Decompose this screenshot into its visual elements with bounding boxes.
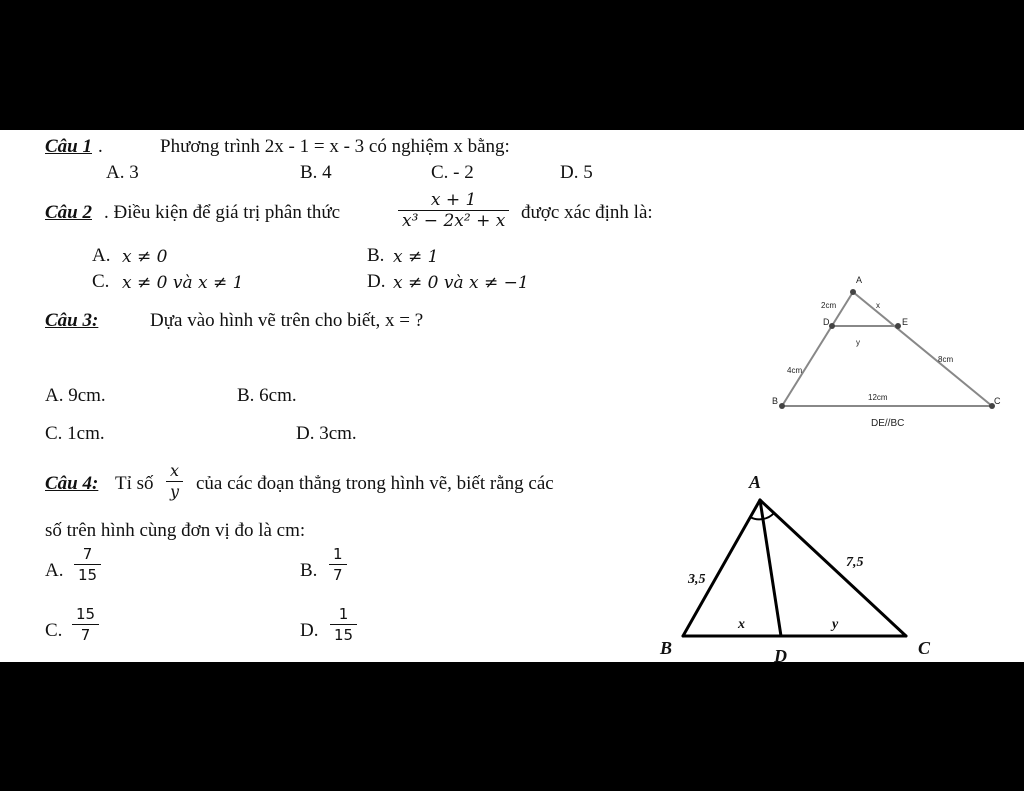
q4-label-x: x [738,617,745,632]
angle-arc-right [763,513,774,519]
q3-label-bc: 12cm [868,393,888,402]
vertex-d-dot [829,323,835,329]
q4-label-d: D [774,646,787,662]
q3-vertex-dots [779,289,995,409]
q4-option-b-fraction [329,544,347,585]
q4-option-d-fraction [330,604,357,645]
q4-option-c-letter: C. [45,620,63,641]
q1-text: Phương trình 2x - 1 = x - 3 có nghiệm x bằng: [160,136,510,157]
q3-option-c: C. 1cm. [45,423,105,444]
side-ac [853,292,992,406]
bisector-ad [760,500,781,636]
q2-option-a-letter: A. [92,245,111,266]
q2-option-c-letter: C. [92,271,110,292]
q3-label-ec: 8cm [938,355,954,364]
q2-text-before: . Điều kiện để giá trị phân thức [104,202,341,223]
q3-label-y: y [856,338,860,347]
q1-option-b: B. 4 [300,162,332,183]
q2-label: Câu 2 [45,202,92,223]
q1-label: Câu 1 [45,136,92,157]
q3-triangle-lines [782,292,992,406]
q3-label-db: 4cm [787,366,803,375]
q1-option-a: A. 3 [106,162,139,183]
q3-option-d: D. 3cm. [296,423,357,444]
q4-option-a-numerator: 7 [82,545,93,563]
q4-option-d-denominator: 15 [334,626,354,644]
q1-label-dot: . [98,136,103,157]
q3-label: Câu 3: [45,310,99,331]
q4-triangle-figure [650,468,950,662]
q4-option-b-denominator: 7 [333,566,343,584]
q3-label-d: D [823,317,830,327]
q3-triangle-figure [760,270,1020,440]
q4-option-c-denominator: 7 [80,626,91,644]
q4-ratio-fraction [166,461,183,502]
q2-fraction-denominator: x³ − 2x² + x [402,211,506,231]
q4-option-d-letter: D. [300,620,319,641]
side-ab [683,500,760,636]
q4-label-c: C [918,638,931,658]
q3-label-ad: 2cm [821,301,837,310]
q2-option-b-letter: B. [367,245,385,266]
q4-label-ab: 3,5 [688,572,706,587]
q2-fraction [398,190,509,231]
vertex-b-dot [779,403,785,409]
q4-option-c-fraction [72,604,99,645]
q4-ratio-denominator: y [170,482,180,501]
q4-text-b: của các đoạn thẳng trong hình vẽ, biết rằng các [196,473,554,494]
q2-option-d-letter: D. [367,271,386,292]
q4-label-a: A [749,472,762,492]
q3-label-c: C [994,396,1001,406]
q3-label-e: E [902,317,909,327]
q4-option-b-letter: B. [300,560,318,581]
q1-option-c: C. - 2 [431,162,474,183]
angle-arc-left [750,517,763,519]
q4-label-y: y [832,617,839,632]
q4-label-b: B [660,638,673,658]
q4-text-a: Tỉ số [115,473,154,494]
q2-text-after: được xác định là: [521,202,653,223]
q2-option-d-expr: x ≠ 0 và x ≠ −1 [393,273,529,293]
q4-text-line2: số trên hình cùng đơn vị đo là cm: [45,520,306,541]
q4-triangle-lines [683,500,906,636]
q3-text: Dựa vào hình vẽ trên cho biết, x = ? [150,310,424,331]
q3-note-parallel: DE//BC [871,418,905,429]
q4-label: Câu 4: [45,473,99,494]
vertex-a-dot [850,289,856,295]
side-ac [760,500,906,636]
q2-fraction-numerator: x + 1 [430,190,477,210]
q3-label-x: x [876,301,880,310]
q4-option-a-fraction [74,544,101,585]
q4-option-a-denominator: 15 [78,566,98,584]
q4-option-b-numerator: 1 [333,545,343,563]
q4-option-c-numerator: 15 [76,605,96,623]
q2-option-a-expr: x ≠ 0 [122,247,168,267]
worksheet [0,130,1024,662]
q4-option-d-numerator: 1 [338,605,349,623]
q2-option-c-expr: x ≠ 0 và x ≠ 1 [122,273,244,293]
q4-ratio-numerator: x [170,461,180,480]
q1-option-d: D. 5 [560,162,593,183]
q3-option-a: A. 9cm. [45,385,106,406]
q2-option-b-expr: x ≠ 1 [393,247,439,267]
q3-label-a: A [856,275,863,285]
side-ab [782,292,853,406]
q3-label-b: B [772,396,779,406]
q4-label-ac: 7,5 [846,555,864,570]
q3-option-b: B. 6cm. [237,385,297,406]
q4-option-a-letter: A. [45,560,64,581]
vertex-e-dot [895,323,901,329]
